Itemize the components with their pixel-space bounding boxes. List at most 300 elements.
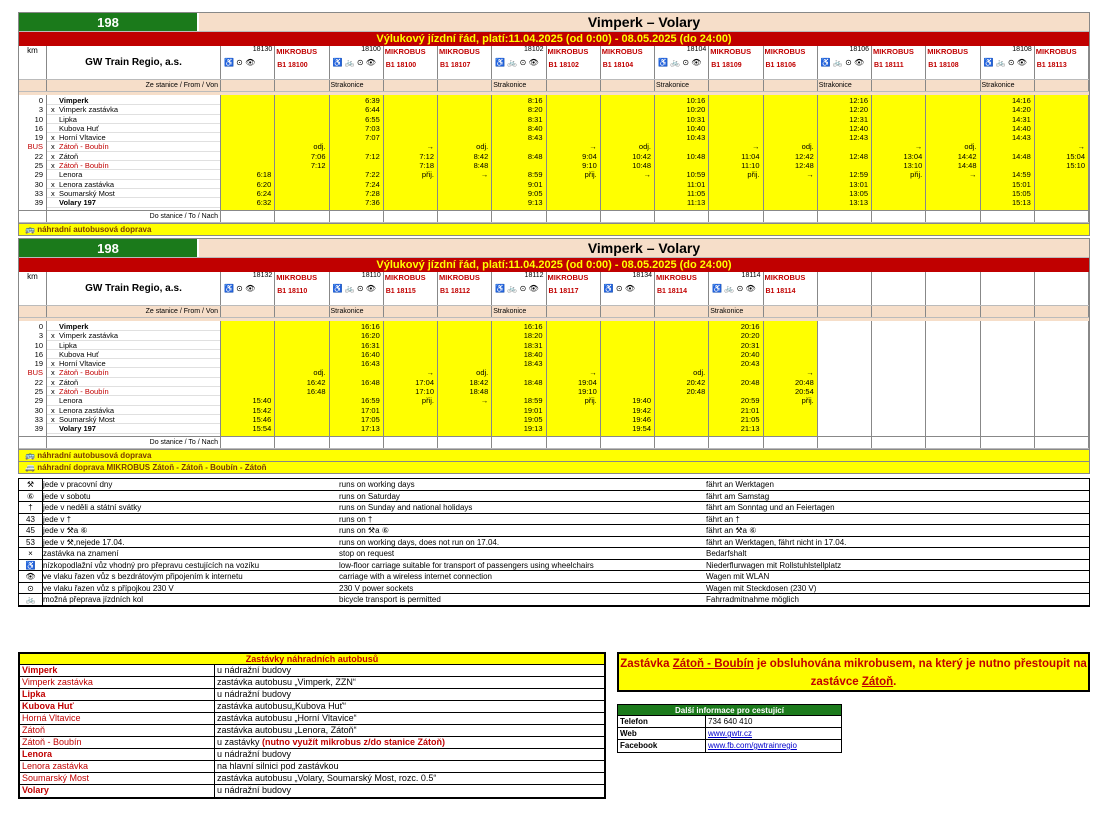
times-column (709, 95, 763, 210)
stop-desc: u nádražní budovy (217, 665, 292, 675)
time-cell (601, 378, 654, 387)
origin-cell (275, 80, 329, 91)
time-cell (275, 396, 328, 405)
info-title: Další informace pro cestující (618, 705, 841, 716)
empty-cell (764, 211, 818, 222)
legend-cz: nízkopodlažní vůz vhodný pro přepravu cestujících na vozíku (43, 560, 260, 570)
train-header-cell (926, 46, 980, 79)
time-cell (764, 424, 817, 433)
time-cell (438, 189, 491, 198)
empty-cell (547, 211, 601, 222)
station-km: 22 (34, 151, 43, 161)
times-column (275, 321, 329, 436)
time-cell (438, 96, 491, 105)
origin-cell (275, 306, 329, 317)
time-cell: 8:48 (527, 151, 543, 161)
mikrobus-footer-text: náhradní doprava MIKROBUS Zátoň - Zátoň - Boubín - Zátoň (37, 463, 267, 472)
times-column (1035, 95, 1089, 210)
stop-name: Soumarský Most (20, 773, 215, 784)
time-cell (655, 331, 708, 340)
mikrobus-number: B1 18111 (874, 62, 904, 69)
time-cell (926, 115, 979, 124)
empty-cell (275, 211, 329, 222)
mikrobus-number: B1 18107 (440, 62, 471, 69)
time-cell (764, 115, 817, 124)
origin-cell (601, 306, 655, 317)
origin-cell (1035, 306, 1089, 317)
time-cell: 7:12 (310, 161, 326, 171)
time-cell: 16:59 (360, 396, 380, 406)
time-cell: 14:43 (1011, 133, 1031, 143)
station-name (47, 161, 220, 170)
time-cell: 8:16 (527, 96, 543, 105)
times-column (492, 95, 546, 210)
time-cell: 7:07 (365, 133, 380, 143)
station-km: 0 (38, 322, 43, 331)
time-cell: odj. (313, 368, 326, 378)
time-cell: 6:20 (256, 179, 272, 189)
time-cell (655, 359, 708, 368)
station-name (47, 105, 220, 114)
timetable-block-2 (18, 238, 1090, 474)
request-stop-mark: x (51, 405, 55, 415)
station-label: Vimperk zastávka (59, 331, 119, 341)
time-cell (221, 350, 274, 359)
legend-symbol: 43 (19, 514, 43, 525)
time-cell (275, 170, 328, 179)
time-cell (221, 152, 274, 161)
time-cell (221, 378, 274, 387)
time-cell: přij. (910, 170, 923, 180)
stop-desc: zastávka autobusu„Kubova Huť“ (217, 701, 346, 711)
time-cell (872, 133, 925, 142)
legend-de: fährt an Werktagen, fährt nicht in 17.04. (706, 537, 847, 547)
legend-row (19, 537, 1089, 549)
time-cell (275, 180, 328, 189)
time-cell: 16:31 (360, 340, 380, 350)
train-header-cell (438, 272, 492, 305)
time-cell (709, 105, 762, 114)
time-cell (655, 142, 708, 151)
time-cell (1035, 105, 1088, 114)
km-spacer (19, 437, 47, 448)
time-cell (655, 396, 708, 405)
stop-location (215, 665, 604, 676)
empty-cell (655, 211, 709, 222)
train-header-cell (438, 46, 492, 79)
times-column (438, 321, 492, 436)
time-cell: 20:40 (740, 349, 760, 359)
time-cell (384, 124, 437, 133)
time-cell (547, 124, 600, 133)
time-cell: přij. (421, 170, 434, 180)
time-cell: 7:06 (310, 151, 326, 161)
timetable-sheet (18, 12, 1090, 607)
time-cell: → (589, 142, 597, 152)
station-km: BUS (27, 142, 43, 152)
time-cell (384, 341, 437, 350)
station-km: BUS (27, 368, 43, 378)
time-cell: 15:46 (252, 414, 272, 424)
time-cell: odj. (638, 142, 651, 152)
train-number: 18108 (1012, 46, 1032, 53)
note-stop-zaton: Zátoň (861, 676, 894, 688)
time-cell: 19:10 (577, 387, 597, 397)
station-name (47, 322, 220, 331)
time-cell (438, 406, 491, 415)
empty-cell (981, 211, 1035, 222)
time-cell (275, 415, 328, 424)
empty-cell (655, 437, 709, 448)
time-cell (818, 161, 871, 170)
time-cell: 15:13 (1011, 198, 1031, 208)
origin-cell (872, 80, 926, 91)
time-cell (709, 189, 762, 198)
time-cell: odj. (476, 142, 489, 152)
mikrobus-number: B1 18100 (385, 62, 417, 69)
time-cell (872, 180, 925, 189)
time-cell: → (806, 368, 814, 378)
times-column (384, 321, 438, 436)
station-km: 25 (34, 387, 43, 397)
time-cell (275, 133, 328, 142)
origin-cell: Strakonice (981, 80, 1035, 91)
train-header-cell (872, 272, 926, 305)
station-name (47, 396, 220, 405)
mikrobus-number: B1 18110 (277, 288, 308, 295)
mikrobus-label: MIKROBUS (276, 273, 318, 282)
time-cell (384, 331, 437, 340)
time-cell (709, 133, 762, 142)
time-cell: 20:59 (740, 396, 760, 406)
times-column (547, 321, 601, 436)
train-number: 18114 (741, 272, 761, 279)
legend-row (19, 548, 1089, 560)
info-value (706, 728, 841, 739)
time-cell (1035, 180, 1088, 189)
legend-symbol: 🚲 (19, 594, 43, 605)
legend-row (19, 560, 1089, 572)
time-cell (547, 350, 600, 359)
time-cell: přij. (584, 170, 597, 180)
train-amenity-icons: ♿ 🚲 ⊙ 👁 (332, 284, 376, 293)
line-number: 198 (19, 13, 199, 31)
station-km: 30 (34, 405, 43, 415)
mikrobus-label: MIKROBUS (656, 273, 697, 282)
request-stop-mark: x (51, 368, 55, 378)
station-name (47, 387, 220, 396)
times-column (764, 95, 818, 210)
times-column (275, 95, 329, 210)
bus-footer (19, 449, 1089, 461)
time-cell (655, 322, 708, 331)
empty-cell (547, 437, 601, 448)
origin-cell (384, 306, 438, 317)
time-cell (221, 341, 274, 350)
time-cell: 19:40 (632, 396, 651, 406)
train-amenity-icons: ♿ ⊙ 👁 (224, 58, 256, 67)
time-cell (438, 424, 491, 433)
info-key: Facebook (618, 740, 706, 752)
time-cell (384, 198, 437, 207)
time-cell (764, 124, 817, 133)
time-cell: 16:48 (360, 377, 380, 387)
origin-cell (872, 306, 926, 317)
station-name (47, 350, 220, 359)
legend-en: stop on request (339, 549, 395, 558)
mikrobus-label: MIKROBUS (710, 47, 752, 56)
time-cell: 11:05 (687, 188, 706, 198)
stop-desc: na hlavní silnici pod zastávkou (217, 761, 339, 771)
time-cell (601, 198, 654, 207)
stop-location (215, 773, 604, 784)
time-cell: 18:42 (469, 377, 489, 387)
time-cell (384, 359, 437, 368)
time-cell: 8:48 (473, 161, 489, 171)
legend-cz: ve vlaku řazen vůz s bezdrátovým připojením k internetu (43, 572, 243, 581)
bus-footer-text: náhradní autobusová doprava (37, 225, 152, 234)
time-cell (275, 198, 328, 207)
time-cell: 17:05 (360, 414, 380, 424)
time-cell: 17:04 (415, 377, 434, 387)
mikrobus-label: MIKROBUS (764, 47, 806, 56)
time-cell (275, 115, 328, 124)
stop-row (20, 689, 604, 701)
time-cell (764, 331, 817, 340)
time-cell (872, 96, 925, 105)
time-cell (655, 161, 708, 170)
empty-cell (818, 211, 872, 222)
operator-name: GW Train Regio, a.s. (47, 272, 221, 305)
train-header-cell (601, 272, 655, 305)
route-title: Vimperk – Volary (587, 240, 701, 256)
time-cell (275, 96, 328, 105)
time-cell (384, 133, 437, 142)
time-cell (438, 350, 491, 359)
stop-name: Zátoň - Boubín (20, 737, 215, 748)
time-cell: 16:40 (360, 349, 380, 359)
legend-en: runs on Saturday (339, 491, 400, 501)
stop-row (20, 749, 604, 761)
time-cell (547, 96, 600, 105)
replacement-stops-table (18, 652, 606, 799)
stop-row (20, 701, 604, 713)
empty-cell (926, 437, 980, 448)
stop-location (215, 689, 604, 700)
time-cell: 12:48 (794, 161, 814, 171)
time-cell: 17:01 (360, 405, 380, 415)
note-text-a: Zastávka (620, 658, 673, 670)
time-cell (926, 124, 979, 133)
time-cell: 13:10 (903, 161, 923, 171)
time-cell (872, 105, 925, 114)
train-amenity-icons: ♿ ⊙ 👁 (603, 284, 636, 293)
train-amenity-icons: ♿ ⊙ 👁 (224, 284, 256, 293)
station-name (47, 368, 220, 377)
time-cell: 17:13 (360, 424, 380, 434)
km-spacer (19, 306, 47, 317)
time-cell: 14:48 (1011, 151, 1031, 161)
time-cell: 18:40 (523, 349, 543, 359)
train-header-row (19, 272, 1089, 306)
note-text-c: je obsluhována mikrobusem, na který je nutno přestoupit na zastávce (753, 658, 1087, 688)
time-cell (1035, 124, 1088, 133)
station-name (47, 96, 220, 105)
station-label: Lenora zastávka (59, 405, 115, 415)
time-cell (926, 133, 979, 142)
times-column (1035, 321, 1089, 436)
time-cell: 18:31 (523, 340, 543, 350)
time-cell (764, 198, 817, 207)
time-cell: → (426, 142, 434, 152)
times-column (872, 321, 926, 436)
request-stop-mark: x (51, 188, 55, 198)
time-cell: → (480, 396, 489, 406)
station-km: 33 (34, 188, 43, 198)
time-cell (438, 198, 491, 207)
time-cell: 15:40 (252, 396, 272, 406)
empty-cell (275, 437, 329, 448)
km-label: km (19, 272, 47, 305)
time-cell: 13:05 (849, 188, 868, 198)
time-cell: 14:16 (1011, 96, 1031, 105)
stop-desc: zastávka autobusu „Vimperk, ZZN“ (217, 677, 356, 687)
time-cell: 15:10 (1066, 161, 1085, 171)
train-header-cell (601, 46, 655, 79)
info-link[interactable]: www.fb.com/gwtrainregio (708, 741, 797, 750)
route-title: Vimperk – Volary (587, 14, 701, 30)
time-cell (221, 105, 274, 114)
time-cell: 10:20 (686, 105, 706, 115)
stop-desc: u nádražní budovy (217, 785, 292, 795)
legend-en: runs on working days, does not run on 17.04. (339, 537, 500, 547)
time-cell (384, 406, 437, 415)
times-column (926, 95, 980, 210)
empty-cell (872, 437, 926, 448)
time-cell (438, 180, 491, 189)
info-key: Web (618, 728, 706, 739)
legend-row (19, 514, 1089, 526)
stop-name: Horná Vltavice (20, 713, 215, 724)
legend-de: fährt am Samstag (706, 491, 770, 501)
request-stop-mark: x (51, 377, 55, 387)
time-cell: 12:40 (849, 123, 868, 133)
stop-desc: u zastávky (217, 737, 263, 747)
station-name (47, 133, 220, 142)
time-cell (601, 124, 654, 133)
time-cell (764, 180, 817, 189)
mikrobus-number: B1 18104 (602, 62, 634, 69)
time-cell (547, 105, 600, 114)
times-column (601, 321, 655, 436)
train-header-cell (275, 46, 329, 79)
time-cell (547, 133, 600, 142)
time-cell (547, 341, 600, 350)
origin-cell (547, 306, 601, 317)
info-link[interactable]: www.gwtr.cz (708, 729, 753, 738)
stop-desc: zastávka autobusu „Horní Vltavice“ (217, 713, 357, 723)
empty-cell (926, 211, 980, 222)
time-cell (601, 96, 654, 105)
time-cell (709, 387, 762, 396)
legend-row (19, 491, 1089, 503)
station-km: 33 (34, 414, 43, 424)
stop-name: Lenora zastávka (20, 761, 215, 772)
request-stop-mark: x (51, 414, 55, 424)
empty-cell (764, 437, 818, 448)
to-row (19, 437, 1089, 449)
station-km: 0 (38, 96, 43, 105)
time-cell: 15:04 (1066, 151, 1085, 161)
stop-name: Kubova Huť (20, 701, 215, 712)
times-column (601, 95, 655, 210)
time-cell: 14:31 (1011, 114, 1031, 124)
mikrobus-icon: 🚐 (25, 463, 38, 472)
km-spacer (19, 211, 47, 222)
origin-cell (438, 306, 492, 317)
legend-de: fährt an Werktagen (706, 480, 774, 489)
time-cell (221, 331, 274, 340)
station-label: Horní Vltavice (59, 359, 106, 369)
time-cell (764, 341, 817, 350)
train-header-cell (1035, 46, 1089, 79)
time-cell (275, 124, 328, 133)
time-cell (655, 341, 708, 350)
time-cell (764, 322, 817, 331)
time-cell (1035, 96, 1088, 105)
origin-cell: Strakonice (818, 80, 872, 91)
time-cell: odj. (476, 368, 489, 378)
from-label: Ze stanice / From / Von (47, 80, 221, 91)
stop-row (20, 761, 604, 773)
legend-de: Wagen mit Steckdosen (230 V) (706, 583, 817, 593)
legend-de: fährt an ⚒a ⑥ (706, 526, 757, 535)
origin-cell: Strakonice (492, 80, 546, 91)
time-cell (438, 341, 491, 350)
station-name (47, 359, 220, 368)
time-cell (872, 189, 925, 198)
time-cell (384, 105, 437, 114)
time-cell (601, 105, 654, 114)
time-cell (547, 415, 600, 424)
train-number: 18110 (361, 272, 381, 279)
time-cell (547, 424, 600, 433)
time-cell (275, 350, 328, 359)
empty-cell (221, 211, 275, 222)
time-cell: 16:43 (360, 359, 380, 369)
time-cell: → (480, 170, 489, 180)
time-cell: 20:20 (740, 331, 760, 341)
time-cell (221, 322, 274, 331)
time-cell: 14:59 (1011, 170, 1031, 180)
time-cell: 20:48 (740, 377, 760, 387)
times-column (818, 95, 872, 210)
time-cell: 10:59 (686, 170, 706, 180)
train-number: 18100 (361, 46, 381, 53)
station-label: Horní Vltavice (59, 133, 106, 143)
time-cell (492, 387, 545, 396)
mikrobus-label: MIKROBUS (439, 273, 480, 282)
train-number: 18134 (632, 272, 652, 279)
time-cell (330, 368, 383, 377)
stop-name: Vimperk (20, 665, 215, 676)
empty-cell (492, 211, 546, 222)
train-header-cell (330, 272, 384, 305)
time-cell: 21:05 (740, 414, 760, 424)
time-cell: → (643, 170, 651, 180)
empty-cell (438, 211, 492, 222)
time-cell: 20:48 (794, 377, 814, 387)
